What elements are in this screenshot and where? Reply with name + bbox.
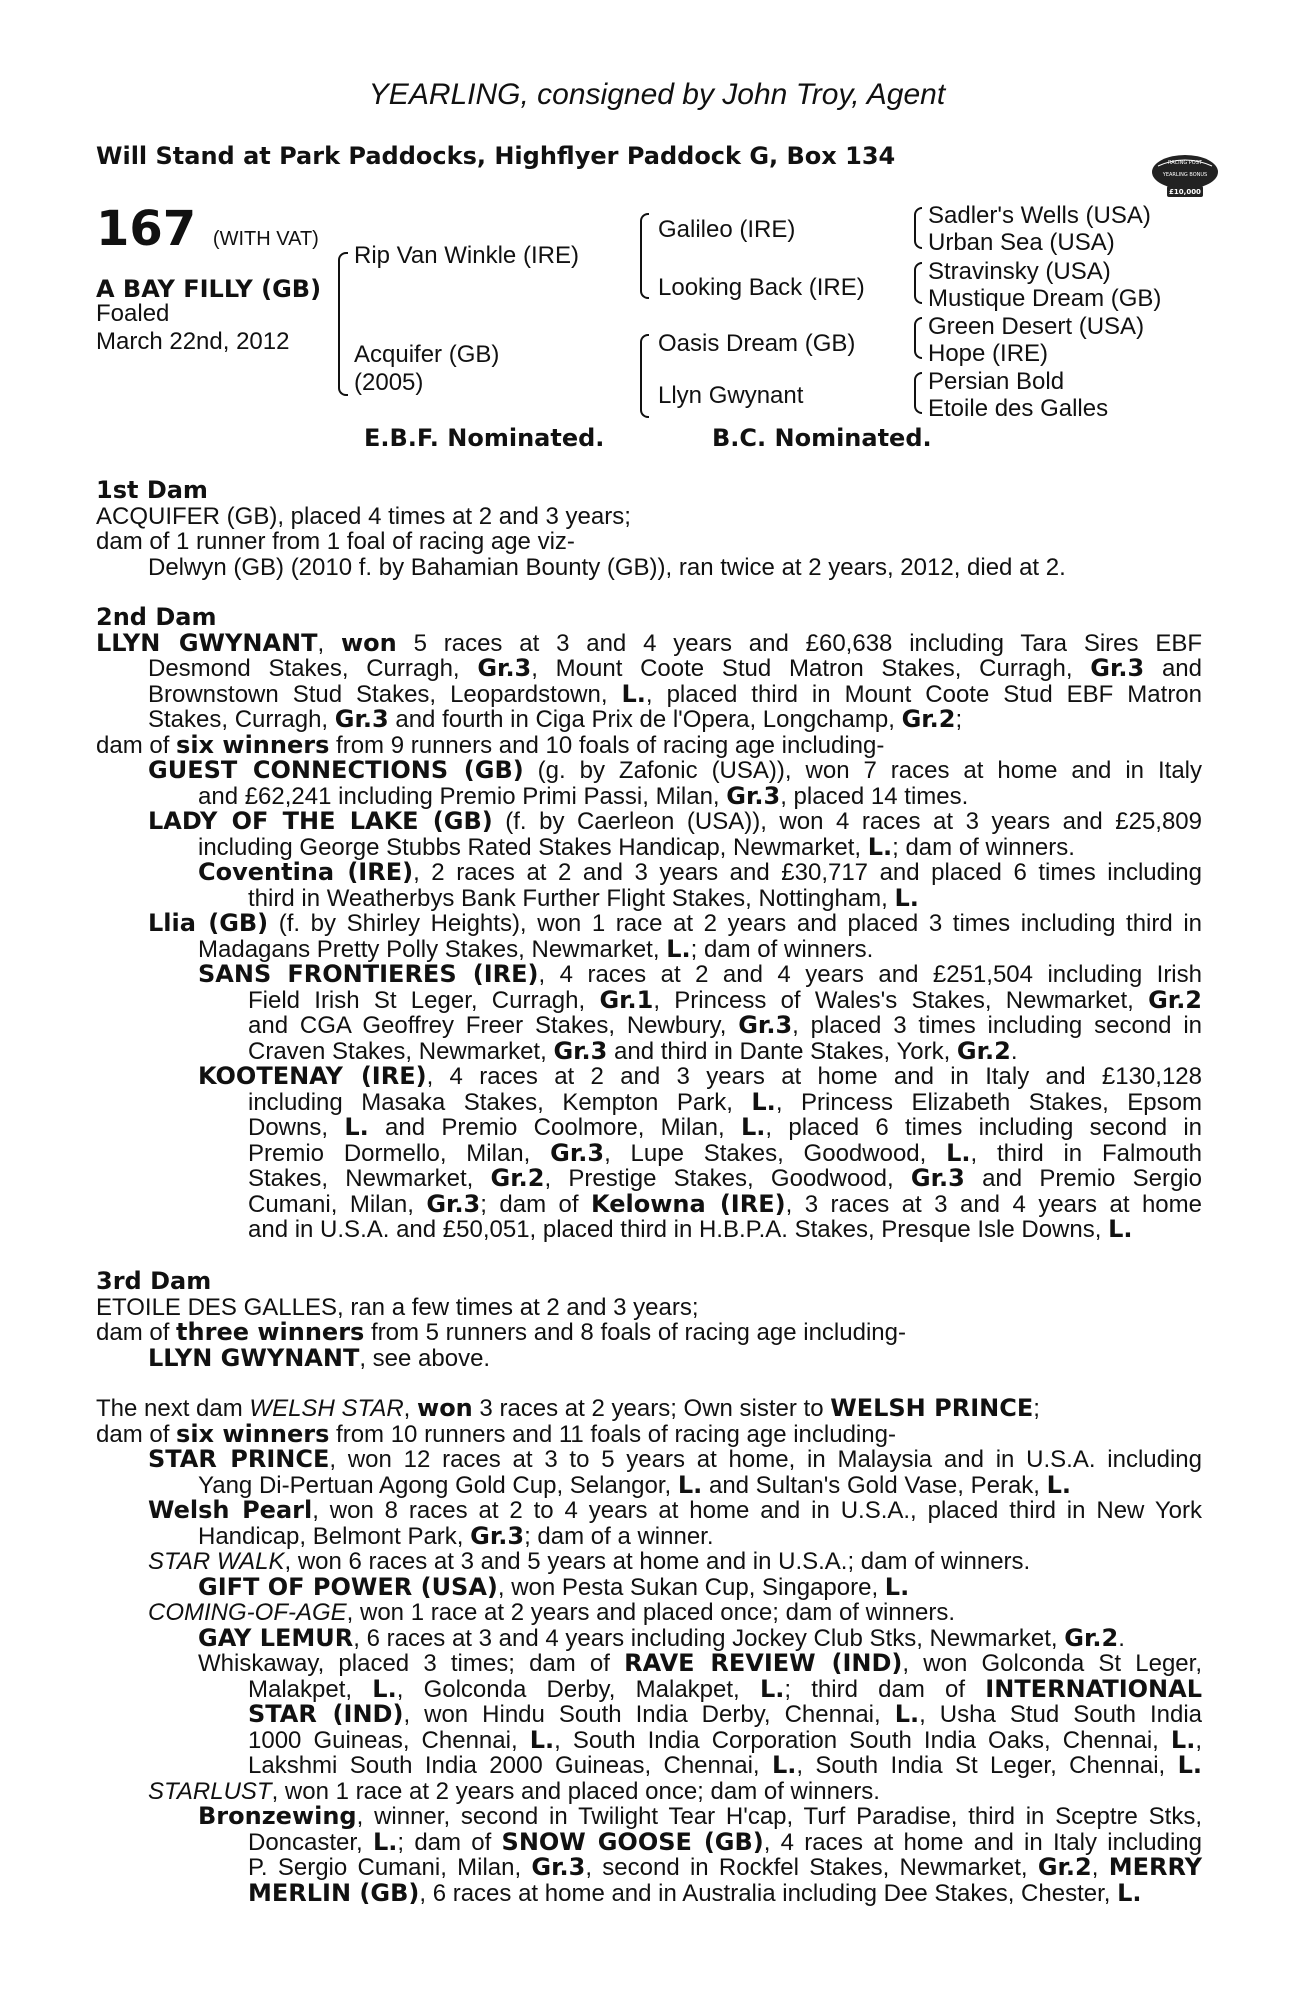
text-line: including Masaka Stakes, Kempton Park, L., Princess Elizabeth Stakes, Epsom: [248, 1087, 1202, 1116]
text-line: LADY OF THE LAKE (GB) (f. by Caerleon (USA)), won 4 races at 3 years and £25,809: [148, 807, 1202, 835]
bc-nominated: B.C. Nominated.: [712, 424, 932, 452]
lot-number: 167: [96, 201, 197, 257]
text-line: Madagans Pretty Polly Stakes, Newmarket, L.; dam of winners.: [198, 934, 874, 963]
text-line: LLYN GWYNANT, won 5 races at 3 and 4 years and £60,638 including Tara Sires EBF: [96, 628, 1203, 657]
first-dam-heading: 1st Dam: [96, 476, 208, 504]
pedigree-dsd: Hope (IRE): [928, 340, 1049, 367]
pedigree-dam: Acquifer (GB): [354, 341, 500, 368]
text-line: STAR (IND), won Hindu South India Derby, Chennai, L., Usha Stud South India: [248, 1700, 1202, 1728]
ebf-nominated: E.B.F. Nominated.: [364, 424, 605, 452]
first-dam-section: [96, 478, 1202, 580]
text-line: STARLUST, won 1 race at 2 years and placed once; dam of winners.: [148, 1777, 880, 1805]
next-dam-section: [96, 1396, 1202, 1906]
text-line: Desmond Stakes, Curragh, Gr.3, Mount Coote Stud Matron Stakes, Curragh, Gr.3 and: [148, 654, 1202, 682]
text-line: STAR WALK, won 6 races at 3 and 5 years at home and in U.S.A.; dam of winners.: [148, 1548, 1031, 1575]
pedigree-sdd: Mustique Dream (GB): [928, 285, 1162, 312]
text-line: Coventina (IRE), 2 races at 2 and 3 years and £30,717 and placed 6 times including: [198, 858, 1202, 886]
text-line: Yang Di-Pertuan Agong Gold Cup, Selangor, L. and Sultan's Gold Vase, Perak, L.: [198, 1470, 1072, 1499]
text-line: Stakes, Newmarket, Gr.2, Prestige Stakes, Goodwood, Gr.3 and Premio Sergio: [248, 1164, 1202, 1192]
first-dam-line: Delwyn (GB) (2010 f. by Bahamian Bounty (GB)), ran twice at 2 years, 2012, died at 2.: [148, 553, 1066, 581]
text-line: Lakshmi South India 2000 Guineas, Chennai, L., South India St Leger, Chennai, L.: [248, 1751, 1202, 1779]
yearling-bonus-badge: [1150, 150, 1220, 200]
text-line: Brownstown Stud Stakes, Leopardstown, L., placed third in Mount Coote Stud EBF Matron: [148, 679, 1203, 708]
pedigree-brace-3c: [914, 317, 922, 359]
foaled-label: Foaled: [96, 300, 170, 327]
text-line: SANS FRONTIERES (IRE), 4 races at 2 and 4 years and £251,504 including Irish: [198, 960, 1202, 988]
text-line: P. Sergio Cumani, Milan, Gr.3, second in Rockfel Stakes, Newmarket, Gr.2, MERRY: [248, 1853, 1202, 1881]
text-line: MERLIN (GB), 6 races at home and in Australia including Dee Stakes, Chester, L.: [248, 1878, 1142, 1907]
text-line: and £62,241 including Premio Primi Passi, Milan, Gr.3, placed 14 times.: [198, 781, 969, 810]
pedigree-brace-3a: [914, 207, 922, 249]
horse-description: A BAY FILLY (GB): [96, 275, 322, 303]
foaled-block: [96, 300, 289, 356]
vat-note: (WITH VAT): [212, 228, 319, 250]
text-line: STAR PRINCE, won 12 races at 3 to 5 years at home, in Malaysia and in U.S.A. including: [148, 1445, 1203, 1473]
text-line: COMING-OF-AGE, won 1 race at 2 years and placed once; dam of winners.: [148, 1599, 955, 1626]
text-line: and CGA Geoffrey Freer Stakes, Newbury, Gr.3, placed 3 times including second in: [248, 1011, 1202, 1039]
first-dam-line: ACQUIFER (GB), placed 4 times at 2 and 3 years;: [96, 502, 631, 530]
text-line: LLYN GWYNANT, see above.: [148, 1343, 491, 1372]
pedigree-brace-1: [338, 252, 348, 396]
text-line: Handicap, Belmont Park, Gr.3; dam of a winner.: [198, 1521, 714, 1550]
text-line: Bronzewing, winner, second in Twilight Tear H'cap, Turf Paradise, third in Sceptre Stks,: [198, 1802, 1202, 1830]
text-line: Llia (GB) (f. by Shirley Heights), won 1 race at 2 years and placed 3 times including third in: [148, 909, 1202, 937]
pedigree-sds: Stravinsky (USA): [928, 258, 1111, 285]
pedigree-dss: Green Desert (USA): [928, 313, 1145, 340]
third-dam-section: [96, 1269, 1202, 1371]
second-dam-section: [96, 605, 1202, 1243]
text-line: Stakes, Curragh, Gr.3 and fourth in Ciga Prix de l'Opera, Longchamp, Gr.2;: [148, 705, 963, 733]
text-line: Premio Dormello, Milan, Gr.3, Lupe Stakes, Goodwood, L., third in Falmouth: [248, 1138, 1202, 1167]
stand-location: Will Stand at Park Paddocks, Highflyer Paddock G, Box 134: [96, 142, 896, 170]
pedigree-ssd: Urban Sea (USA): [928, 229, 1115, 256]
text-line: ETOILE DES GALLES, ran a few times at 2 and 3 years;: [96, 1293, 699, 1321]
pedigree-dds: Persian Bold: [928, 368, 1065, 395]
text-line: KOOTENAY (IRE), 4 races at 2 and 3 years at home and in Italy and £130,128: [198, 1062, 1202, 1090]
text-line: GUEST CONNECTIONS (GB) (g. by Zafonic (USA)), won 7 races at home and in Italy: [148, 756, 1202, 784]
pedigree-brace-3b: [914, 262, 922, 304]
text-line: Malakpet, L., Golconda Derby, Malakpet, L.; third dam of INTERNATIONAL: [248, 1674, 1203, 1703]
text-line: dam of three winners from 5 runners and 8 foals of racing age including-: [96, 1318, 906, 1346]
badge-mid-text: YEARLING BONUS: [1162, 172, 1208, 178]
pedigree-brace-2a: [640, 213, 649, 299]
pedigree-brace-2b: [640, 334, 649, 418]
pedigree-sss: Sadler's Wells (USA): [928, 202, 1151, 229]
first-dam-line: dam of 1 runner from 1 foal of racing age viz-: [96, 528, 575, 555]
pedigree-sire: Rip Van Winkle (IRE): [354, 242, 579, 269]
text-line: Cumani, Milan, Gr.3; dam of Kelowna (IRE), 3 races at 3 and 4 years at home: [248, 1189, 1202, 1218]
text-line: The next dam WELSH STAR, won 3 races at 2 years; Own sister to WELSH PRINCE;: [96, 1394, 1040, 1422]
badge-top-text: RACING POST: [1168, 160, 1202, 166]
text-line: Downs, L. and Premio Coolmore, Milan, L., placed 6 times including second in: [248, 1113, 1203, 1141]
pedigree-dam-dam: Llyn Gwynant: [658, 382, 804, 409]
pedigree-sire-sire: Galileo (IRE): [658, 216, 796, 243]
text-line: Welsh Pearl, won 8 races at 2 to 4 years at home and in U.S.A., placed third in New York: [148, 1496, 1202, 1524]
text-line: and in U.S.A. and £50,051, placed third in H.B.P.A. Stakes, Presque Isle Downs, L.: [248, 1215, 1133, 1243]
text-line: Field Irish St Leger, Curragh, Gr.1, Princess of Wales's Stakes, Newmarket, Gr.2: [248, 985, 1203, 1014]
foaled-date: March 22nd, 2012: [96, 328, 290, 355]
second-dam-heading: 2nd Dam: [96, 603, 217, 631]
bonus-badge-icon: [1150, 150, 1220, 200]
pedigree-dam-sire: Oasis Dream (GB): [658, 330, 856, 357]
text-line: Doncaster, L.; dam of SNOW GOOSE (GB), 4 races at home and in Italy including: [248, 1827, 1202, 1856]
text-line: dam of six winners from 9 runners and 10 foals of racing age including-: [96, 730, 885, 759]
badge-amount-text: £10,000: [1169, 188, 1201, 196]
pedigree-brace-3d: [914, 372, 922, 414]
text-line: Whiskaway, placed 3 times; dam of RAVE REVIEW (IND), won Golconda St Leger,: [198, 1649, 1202, 1677]
consignment-line: YEARLING, consigned by John Troy, Agent: [368, 78, 946, 111]
lot-number-block: [96, 201, 319, 263]
pedigree-ddd: Etoile des Galles: [928, 395, 1109, 422]
text-line: GIFT OF POWER (USA), won Pesta Sukan Cup, Singapore, L.: [198, 1572, 910, 1601]
pedigree-sire-dam: Looking Back (IRE): [658, 274, 865, 301]
pedigree-dam-year: (2005): [354, 369, 424, 396]
text-line: dam of six winners from 10 runners and 11 foals of racing age including-: [96, 1419, 896, 1448]
text-line: Craven Stakes, Newmarket, Gr.3 and third in Dante Stakes, York, Gr.2.: [248, 1036, 1018, 1065]
text-line: GAY LEMUR, 6 races at 3 and 4 years including Jockey Club Stks, Newmarket, Gr.2.: [198, 1623, 1125, 1652]
text-line: including George Stubbs Rated Stakes Handicap, Newmarket, L.; dam of winners.: [198, 832, 1075, 861]
third-dam-heading: 3rd Dam: [96, 1267, 212, 1295]
text-line: 1000 Guineas, Chennai, L., South India Corporation South India Oaks, Chennai, L.,: [248, 1725, 1202, 1754]
text-line: third in Weatherbys Bank Further Flight Stakes, Nottingham, L.: [248, 883, 919, 912]
